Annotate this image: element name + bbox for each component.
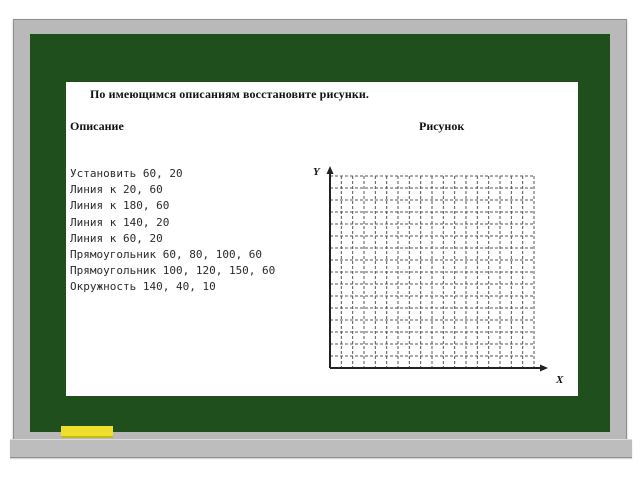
x-axis-label: X xyxy=(556,374,564,386)
command-list xyxy=(70,166,275,296)
x-axis-arrow-icon xyxy=(540,365,548,372)
command-line: Окружность 140, 40, 10 xyxy=(70,280,216,294)
command-line: Прямоугольник 60, 80, 100, 60 xyxy=(70,248,263,262)
y-axis-arrow-icon xyxy=(327,166,334,174)
y-axis-label: Y xyxy=(313,166,320,178)
grid-lines xyxy=(330,176,534,368)
command-line: Линия к 180, 60 xyxy=(70,199,170,213)
task-title: По имеющимся описаниям восстановите рисунки. xyxy=(90,87,369,101)
description-heading: Описание xyxy=(70,119,124,133)
command-line: Линия к 140, 20 xyxy=(70,215,170,229)
command-line: Установить 60, 20 xyxy=(70,167,183,180)
command-line: Линия к 60, 20 xyxy=(70,231,163,245)
coordinate-grid xyxy=(306,158,576,390)
chalk-piece[interactable] xyxy=(61,426,113,438)
command-line: Линия к 20, 60 xyxy=(70,183,163,197)
worksheet xyxy=(66,82,578,396)
chalk-tray xyxy=(10,439,632,458)
figure-heading: Рисунок xyxy=(419,119,465,133)
command-line: Прямоугольник 100, 120, 150, 60 xyxy=(70,264,276,278)
